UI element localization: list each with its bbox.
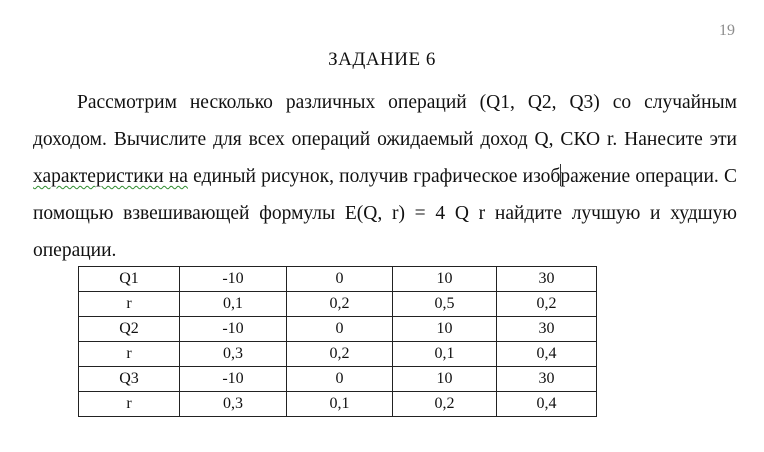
table-row (79, 367, 597, 392)
table-cell: 0,5 (393, 292, 497, 317)
assignment-title: ЗАДАНИЕ 6 (328, 49, 436, 70)
row-label-cell: r (79, 342, 180, 367)
page-number: 19 (719, 22, 735, 39)
table-cell: 10 (393, 317, 497, 342)
table-row (79, 317, 597, 342)
table-cell: 0 (287, 267, 393, 292)
table-cell: 30 (497, 367, 597, 392)
table-cell: 0,2 (287, 342, 393, 367)
table-cell: 10 (393, 367, 497, 392)
row-label-cell: r (79, 392, 180, 417)
table-cell: 0,1 (393, 342, 497, 367)
table-row (79, 292, 597, 317)
spellcheck-underlined-text: характеристики на (33, 166, 188, 187)
table-cell: 0,1 (287, 392, 393, 417)
paragraph-text-part2: единый рисунок, получив графическое изоб (187, 166, 561, 187)
table-cell: 0,3 (180, 342, 287, 367)
paragraph-text-part1: Рассмотрим несколько различных операций (Q1, Q2, Q3) со случайным доходом. Вычислите для всех операций ожидаемый доход Q, СКО r. Нанесите эти (33, 92, 737, 150)
table-row (79, 342, 597, 367)
table-cell: 0,2 (393, 392, 497, 417)
table-cell: -10 (180, 367, 287, 392)
row-label-cell: Q2 (79, 317, 180, 342)
operations-table (78, 266, 597, 417)
paragraph-text-part3: ражение операции. С помощью взвешивающей формулы E(Q, r) = 4 Q r найдите лучшую и худшую операции. (33, 166, 737, 261)
row-label-cell: Q3 (79, 367, 180, 392)
task-paragraph (33, 84, 737, 269)
table-row (79, 267, 597, 292)
operations-table-body (79, 267, 597, 417)
table-cell: 30 (497, 267, 597, 292)
table-cell: 0,4 (497, 342, 597, 367)
table-cell: 10 (393, 267, 497, 292)
table-row (79, 392, 597, 417)
table-cell: 0 (287, 317, 393, 342)
table-cell: 0,3 (180, 392, 287, 417)
table-cell: 0,2 (497, 292, 597, 317)
table-cell: -10 (180, 267, 287, 292)
row-label-cell: r (79, 292, 180, 317)
table-cell: 0,1 (180, 292, 287, 317)
table-cell: 0,4 (497, 392, 597, 417)
table-cell: -10 (180, 317, 287, 342)
row-label-cell: Q1 (79, 267, 180, 292)
table-cell: 0 (287, 367, 393, 392)
table-cell: 30 (497, 317, 597, 342)
table-cell: 0,2 (287, 292, 393, 317)
